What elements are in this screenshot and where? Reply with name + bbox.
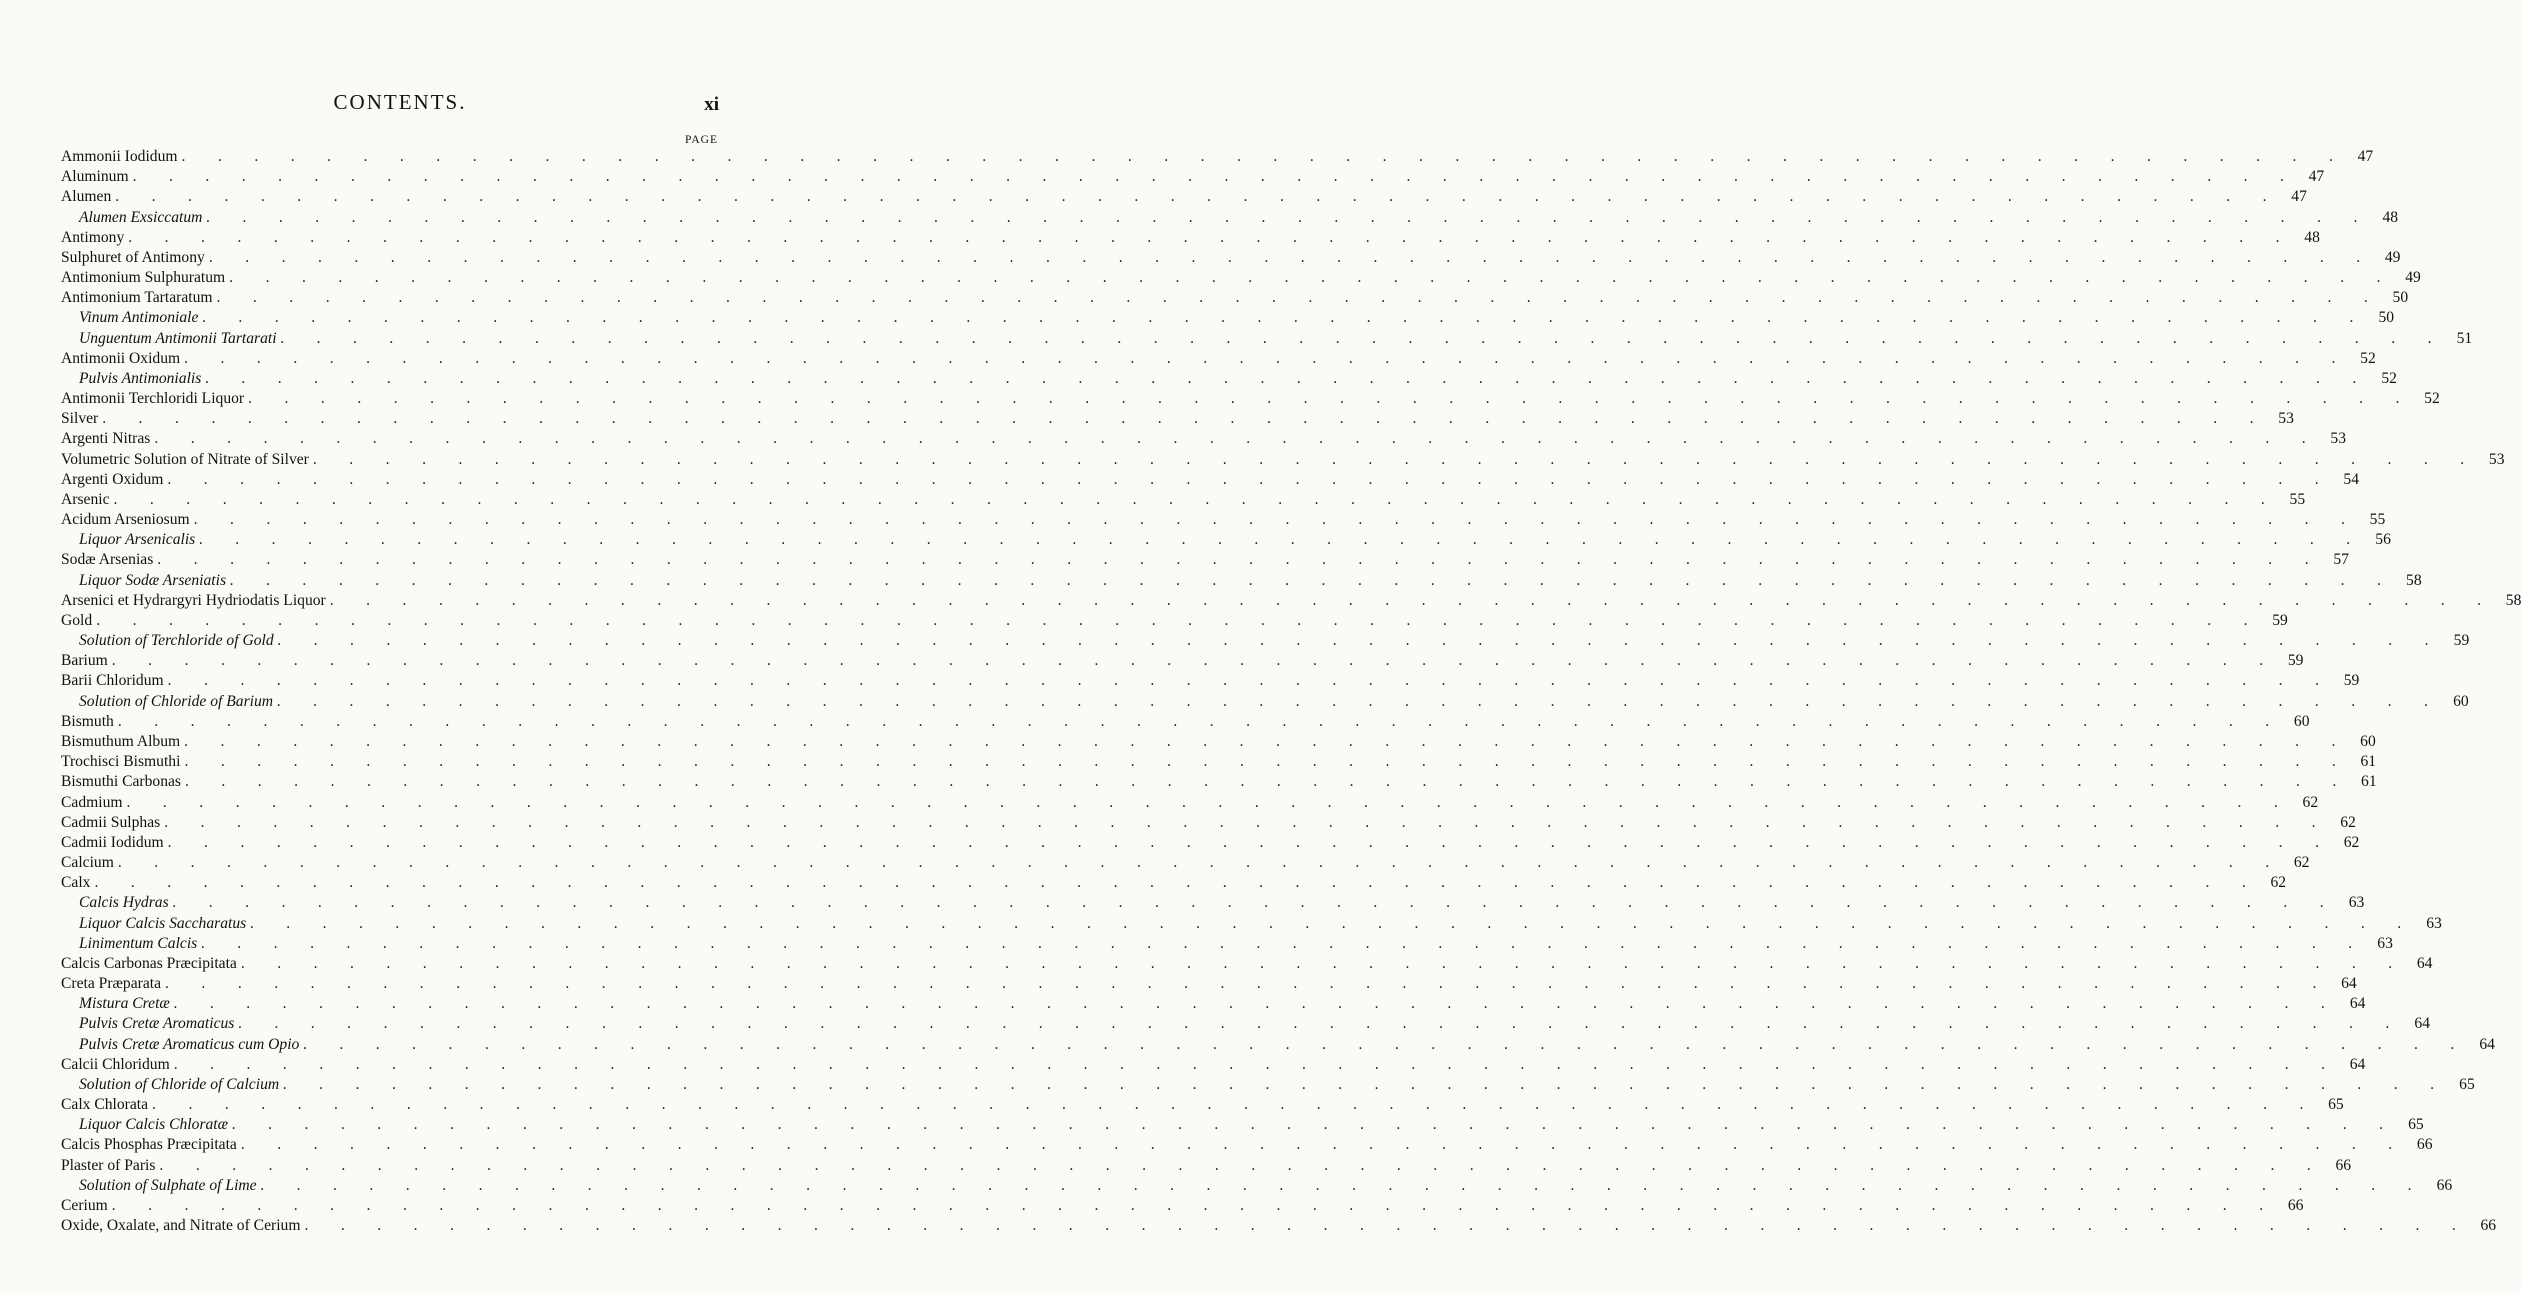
dot-leader: . . . . . . . . . . . . . . . . . . . . . . . . . . . . . . . . . . . . . . . . . . . . . . . . . . . . . . . . . . . . [201,934,2367,952]
entry-page-number: 66 [2335,1156,2352,1174]
dot-leader: . . . . . . . . . . . . . . . . . . . . . . . . . . . . . . . . . . . . . . . . . . . . . . . . . . . . . . . . . . . . [240,1136,2407,1154]
contents-entry [61,208,2399,229]
entry-page-number: 58 [2406,571,2422,589]
entry-title: Barii Chloridum [61,672,164,690]
contents-entry [61,732,2376,753]
entry-title: Pulvis Antimonialis [79,369,202,387]
entry-title: Sodæ Arsenias [61,551,154,569]
contents-entry [61,1196,2304,1217]
entry-title: Antimony [61,228,125,246]
entry-page-number: 63 [2426,914,2442,932]
contents-entry [61,289,2409,309]
contents-entry [61,632,2470,652]
contents-entry [61,148,2374,168]
contents-entry [61,1176,2453,1197]
dot-leader: . . . . . . . . . . . . . . . . . . . . . . . . . . . . . . . . . . . . . . . . . . . . . . . . . . . . . . . . . . . . [157,551,2323,569]
dot-leader: . . . . . . . . . . . . . . . . . . . . . . . . . . . . . . . . . . . . . . . . . . . . . . . . . . . . . . . . . . . . [304,1217,2471,1235]
entry-page-number: 62 [2293,854,2310,872]
entry-title: Solution of Terchloride of Gold [79,632,274,650]
entry-page-number: 65 [2459,1075,2475,1093]
entry-page-number: 60 [2453,692,2469,710]
dot-leader: . . . . . . . . . . . . . . . . . . . . . . . . . . . . . . . . . . . . . . . . . . . . . . . . . . . . . . . . . . . . [280,329,2447,347]
dot-leader: . . . . . . . . . . . . . . . . . . . . . . . . . . . . . . . . . . . . . . . . . . . . . . . . . . . . . . . . . . . . [303,1035,2469,1053]
contents-entry [61,1015,2430,1035]
dot-leader: . . . . . . . . . . . . . . . . . . . . . . . . . . . . . . . . . . . . . . . . . . . . . . . . . . . . . . . . . . . . [167,470,2333,488]
entry-title: Unguentum Antimonii Tartarati [79,329,277,347]
dot-leader: . . . . . . . . . . . . . . . . . . . . . . . . . . . . . . . . . . . . . . . . . . . . . . . . . . . . . . . . . . . . [248,390,2414,408]
entry-page-number: 64 [2414,1015,2430,1033]
entry-title: Gold [61,611,93,629]
entry-page-number: 64 [2416,954,2433,972]
page-title: CONTENTS. [333,90,467,114]
entry-title: Calx Chlorata [61,1096,149,1114]
dot-leader: . . . . . . . . . . . . . . . . . . . . . . . . . . . . . . . . . . . . . . . . . . . . . . . . . . . . . . . . . . . . [329,591,2496,609]
dot-leader: . . . . . . . . . . . . . . . . . . . . . . . . . . . . . . . . . . . . . . . . . . . . . . . . . . . . . . . . . . . . [154,430,2320,448]
entry-title: Silver [61,410,99,428]
contents-entry [61,591,2521,612]
entry-page-number: 62 [2343,833,2360,851]
entry-page-number: 55 [2289,490,2306,508]
entry-page-number: 64 [2349,995,2366,1013]
contents-entry [61,833,2360,854]
entry-title: Liquor Sodæ Arseniatis [79,571,227,589]
contents-entry [61,168,2325,188]
entry-title: Pulvis Cretæ Aromaticus [79,1015,235,1033]
entry-page-number: 64 [2349,1055,2366,1073]
entry-title: Alumen [61,188,112,206]
entry-title: Plaster of Paris [61,1156,156,1174]
dot-leader: . . . . . . . . . . . . . . . . . . . . . . . . . . . . . . . . . . . . . . . . . . . . . . . . . . . . . . . . . . . . [111,1196,2278,1214]
entry-page-number: 51 [2456,329,2473,347]
entry-title: Calcis Carbonas Præcipitata [61,954,237,972]
dot-leader: . . . . . . . . . . . . . . . . . . . . . . . . . . . . . . . . . . . . . . . . . . . . . . . . . . . . . . . . . . . . [117,854,2284,872]
dot-leader: . . . . . . . . . . . . . . . . . . . . . . . . . . . . . . . . . . . . . . . . . . . . . . . . . . . . . . . . . . . . [159,1156,2326,1174]
contents-entry [61,975,2357,995]
contents-entry [61,188,2307,208]
entry-title: Antimonii Oxidum [61,349,181,367]
entry-title: Antimonii Terchloridi Liquor [61,390,245,408]
entry-page-number: 50 [2378,309,2395,327]
folio-number: xi [704,94,719,115]
contents-list [61,148,2521,1237]
dot-leader: . . . . . . . . . . . . . . . . . . . . . . . . . . . . . . . . . . . . . . . . . . . . . . . . . . . . . . . . . . . . [102,410,2268,428]
dot-leader: . . . . . . . . . . . . . . . . . . . . . . . . . . . . . . . . . . . . . . . . . . . . . . . . . . . . . . . . . . . . [184,732,2350,750]
contents-entry [61,793,2319,814]
entry-title: Alumen Exsiccatum [79,208,203,226]
contents-entry [61,854,2310,874]
dot-leader: . . . . . . . . . . . . . . . . . . . . . . . . . . . . . . . . . . . . . . . . . . . . . . . . . . . . . . . . . . . . [117,712,2284,730]
dot-leader: . . . . . . . . . . . . . . . . . . . . . . . . . . . . . . . . . . . . . . . . . . . . . . . . . . . . . . . . . . . . [94,874,2261,892]
dot-leader: . . . . . . . . . . . . . . . . . . . . . . . . . . . . . . . . . . . . . . . . . . . . . . . . . . . . . . . . . . . . [206,208,2373,226]
entry-title: Oxide, Oxalate, and Nitrate of Cerium [61,1217,301,1235]
entry-page-number: 60 [2293,712,2310,730]
entry-page-number: 64 [2479,1035,2495,1053]
entry-title: Cadmii Iodidum [61,833,164,851]
entry-title: Vinum Antimoniale [79,309,199,327]
contents-entry [61,954,2433,975]
dot-leader: . . . . . . . . . . . . . . . . . . . . . . . . . . . . . . . . . . . . . . . . . . . . . . . . . . . . . . . . . . . . [128,228,2294,246]
dot-leader: . . . . . . . . . . . . . . . . . . . . . . . . . . . . . . . . . . . . . . . . . . . . . . . . . . . . . . . . . . . . [230,571,2396,589]
dot-leader: . . . . . . . . . . . . . . . . . . . . . . . . . . . . . . . . . . . . . . . . . . . . . . . . . . . . . . . . . . . . [238,1015,2404,1033]
page-column-label: PAGE [685,134,718,146]
entry-page-number: 56 [2375,531,2391,549]
dot-leader: . . . . . . . . . . . . . . . . . . . . . . . . . . . . . . . . . . . . . . . . . . . . . . . . . . . . . . . . . . . . [111,652,2278,670]
entry-title: Liquor Calcis Saccharatus [79,914,247,932]
entry-page-number: 63 [2377,934,2393,952]
dot-leader: . . . . . . . . . . . . . . . . . . . . . . . . . . . . . . . . . . . . . . . . . . . . . . . . . . . . . . . . . . . . [193,511,2360,529]
dot-leader: . . . . . . . . . . . . . . . . . . . . . . . . . . . . . . . . . . . . . . . . . . . . . . . . . . . . . . . . . . . . [181,148,2348,165]
contents-entry [61,652,2304,672]
contents-entry [61,430,2346,450]
entry-page-number: 61 [2361,773,2377,791]
dot-leader: . . . . . . . . . . . . . . . . . . . . . . . . . . . . . . . . . . . . . . . . . . . . . . . . . . . . . . . . . . . . [113,490,2280,508]
entry-title: Acidum Arseniosum [61,511,190,529]
entry-page-number: 52 [2424,390,2440,408]
contents-entry [61,369,2397,390]
contents-entry [61,874,2287,894]
dot-leader: . . . . . . . . . . . . . . . . . . . . . . . . . . . . . . . . . . . . . . . . . . . . . . . . . . . . . . . . . . . . [96,611,2262,629]
entry-title: Calcis Phosphas Præcipitata [61,1136,237,1154]
entry-page-number: 65 [2328,1096,2344,1114]
dot-leader: . . . . . . . . . . . . . . . . . . . . . . . . . . . . . . . . . . . . . . . . . . . . . . . . . . . . . . . . . . . . [205,369,2371,387]
contents-entry [61,712,2310,733]
dot-leader: . . . . . . . . . . . . . . . . . . . . . . . . . . . . . . . . . . . . . . . . . . . . . . . . . . . . . . . . . . . . [167,833,2334,851]
entry-page-number: 48 [2382,208,2399,226]
entry-page-number: 66 [2416,1136,2433,1154]
entry-title: Calcii Chloridum [61,1055,170,1073]
entry-page-number: 61 [2360,753,2377,771]
contents-entry [61,490,2306,511]
contents-entry [61,309,2395,329]
dot-leader: . . . . . . . . . . . . . . . . . . . . . . . . . . . . . . . . . . . . . . . . . . . . . . . . . . . . . . . . . . . . [277,632,2444,650]
entry-title: Liquor Arsenicalis [79,531,196,549]
entry-title: Solution of Chloride of Calcium [79,1075,280,1093]
entry-page-number: 52 [2381,369,2397,387]
entry-page-number: 52 [2360,349,2376,367]
entry-page-number: 59 [2343,672,2360,690]
entry-title: Argenti Nitras [61,430,151,448]
contents-entry [61,753,2377,773]
entry-title: Calcis Hydras [79,894,169,912]
dot-leader: . . . . . . . . . . . . . . . . . . . . . . . . . . . . . . . . . . . . . . . . . . . . . . . . . . . . . . . . . . . . [250,914,2416,932]
contents-entry [61,470,2359,491]
entry-title: Bismuthi Carbonas [61,773,181,791]
dot-leader: . . . . . . . . . . . . . . . . . . . . . . . . . . . . . . . . . . . . . . . . . . . . . . . . . . . . . . . . . . . . [173,1055,2340,1073]
dot-leader: . . . . . . . . . . . . . . . . . . . . . . . . . . . . . . . . . . . . . . . . . . . . . . . . . . . . . . . . . . . . [240,954,2407,972]
dot-leader: . . . . . . . . . . . . . . . . . . . . . . . . . . . . . . . . . . . . . . . . . . . . . . . . . . . . . . . . . . . . [260,1176,2427,1194]
entry-title: Bismuth [61,712,114,730]
dot-leader: . . . . . . . . . . . . . . . . . . . . . . . . . . . . . . . . . . . . . . . . . . . . . . . . . . . . . . . . . . . . [232,1116,2398,1134]
contents-entry [61,692,2469,713]
contents-entry [61,611,2288,632]
contents-entry [61,914,2442,935]
entry-page-number: 66 [2480,1217,2497,1235]
entry-page-number: 47 [2308,168,2325,186]
entry-page-number: 58 [2505,591,2521,609]
dot-leader: . . . . . . . . . . . . . . . . . . . . . . . . . . . . . . . . . . . . . . . . . . . . . . . . . . . . . . . . . . . . [184,773,2351,791]
contents-entry [61,1156,2352,1177]
entry-title: Cadmium [61,793,123,811]
dot-leader: . . . . . . . . . . . . . . . . . . . . . . . . . . . . . . . . . . . . . . . . . . . . . . . . . . . . . . . . . . . . [173,995,2340,1013]
entry-page-number: 65 [2408,1116,2424,1134]
contents-entry [61,1035,2495,1056]
dot-leader: . . . . . . . . . . . . . . . . . . . . . . . . . . . . . . . . . . . . . . . . . . . . . . . . . . . . . . . . . . . . [216,289,2383,307]
entry-title: Argenti Oxidum [61,470,164,488]
running-head [0,88,800,118]
entry-title: Creta Præparata [61,975,162,993]
entry-title: Mistura Cretæ [79,995,170,1013]
entry-title: Solution of Sulphate of Lime [79,1176,257,1194]
entry-page-number: 64 [2341,975,2357,993]
entry-page-number: 53 [2488,450,2505,468]
entry-title: Linimentum Calcis [79,934,198,952]
contents-entry [61,1116,2424,1136]
contents-entry [61,773,2377,793]
entry-page-number: 63 [2348,894,2365,912]
contents-entry [61,1136,2433,1156]
contents-entry [61,813,2356,834]
contents-entry [61,531,2391,551]
entry-title: Sulphuret of Antimony [61,248,205,266]
contents-entry [61,410,2294,430]
dot-leader: . . . . . . . . . . . . . . . . . . . . . . . . . . . . . . . . . . . . . . . . . . . . . . . . . . . . . . . . . . . . [172,894,2339,912]
dot-leader: . . . . . . . . . . . . . . . . . . . . . . . . . . . . . . . . . . . . . . . . . . . . . . . . . . . . . . . . . . . . [283,1075,2449,1093]
entry-page-number: 62 [2302,793,2319,811]
dot-leader: . . . . . . . . . . . . . . . . . . . . . . . . . . . . . . . . . . . . . . . . . . . . . . . . . . . . . . . . . . . . [164,813,2330,831]
entry-title: Arsenic [61,490,110,508]
contents-entry [61,1055,2366,1076]
entry-title: Volumetric Solution of Nitrate of Silver [61,450,309,468]
dot-leader: . . . . . . . . . . . . . . . . . . . . . . . . . . . . . . . . . . . . . . . . . . . . . . . . . . . . . . . . . . . . [115,188,2281,206]
contents-entry [61,672,2360,692]
dot-leader: . . . . . . . . . . . . . . . . . . . . . . . . . . . . . . . . . . . . . . . . . . . . . . . . . . . . . . . . . . . . [167,672,2334,690]
contents-entry [61,349,2376,370]
dot-leader: . . . . . . . . . . . . . . . . . . . . . . . . . . . . . . . . . . . . . . . . . . . . . . . . . . . . . . . . . . . . [312,450,2479,468]
contents-entry [61,269,2421,289]
contents-entry [61,894,2365,914]
contents-entry [61,1096,2344,1116]
dot-leader: . . . . . . . . . . . . . . . . . . . . . . . . . . . . . . . . . . . . . . . . . . . . . . . . . . . . . . . . . . . . [132,168,2299,186]
entry-title: Antimonium Tartaratum [61,289,213,307]
entry-page-number: 59 [2287,652,2304,670]
dot-leader: . . . . . . . . . . . . . . . . . . . . . . . . . . . . . . . . . . . . . . . . . . . . . . . . . . . . . . . . . . . . [277,692,2443,710]
entry-page-number: 47 [2291,188,2307,206]
entry-page-number: 54 [2343,470,2359,488]
entry-page-number: 50 [2392,289,2409,307]
entry-page-number: 66 [2287,1196,2304,1214]
dot-leader: . . . . . . . . . . . . . . . . . . . . . . . . . . . . . . . . . . . . . . . . . . . . . . . . . . . . . . . . . . . . [202,309,2369,327]
dot-leader: . . . . . . . . . . . . . . . . . . . . . . . . . . . . . . . . . . . . . . . . . . . . . . . . . . . . . . . . . . . . [165,975,2331,993]
contents-entry [61,228,2320,249]
dot-leader: . . . . . . . . . . . . . . . . . . . . . . . . . . . . . . . . . . . . . . . . . . . . . . . . . . . . . . . . . . . . [184,349,2350,367]
contents-entry [61,390,2440,410]
contents-entry [61,571,2422,592]
dot-leader: . . . . . . . . . . . . . . . . . . . . . . . . . . . . . . . . . . . . . . . . . . . . . . . . . . . . . . . . . . . . [152,1096,2318,1114]
dot-leader: . . . . . . . . . . . . . . . . . . . . . . . . . . . . . . . . . . . . . . . . . . . . . . . . . . . . . . . . . . . . [229,269,2395,287]
entry-page-number: 47 [2357,148,2374,165]
contents-entry [61,329,2473,350]
entry-page-number: 48 [2304,228,2320,246]
entry-title: Calx [61,874,91,892]
entry-page-number: 66 [2436,1176,2453,1194]
entry-title: Antimonium Sulphuratum [61,269,226,287]
entry-page-number: 49 [2405,269,2421,287]
entry-title: Bismuthum Album [61,732,181,750]
contents-entry [61,511,2386,531]
entry-page-number: 49 [2384,248,2401,266]
entry-page-number: 62 [2270,874,2287,892]
entry-page-number: 60 [2360,732,2376,750]
entry-page-number: 53 [2330,430,2346,448]
entry-title: Barium [61,652,108,670]
entry-title: Arsenici et Hydrargyri Hydriodatis Liquor [61,591,326,609]
entry-title: Ammonii Iodidum [61,148,178,165]
contents-entry [61,995,2366,1015]
entry-title: Solution of Chloride of Barium [79,692,274,710]
contents-entry [61,1075,2475,1096]
dot-leader: . . . . . . . . . . . . . . . . . . . . . . . . . . . . . . . . . . . . . . . . . . . . . . . . . . . . . . . . . . . . [199,531,2365,549]
entry-page-number: 53 [2278,410,2294,428]
dot-leader: . . . . . . . . . . . . . . . . . . . . . . . . . . . . . . . . . . . . . . . . . . . . . . . . . . . . . . . . . . . . [126,793,2293,811]
entry-page-number: 55 [2369,511,2386,529]
entry-page-number: 59 [2272,611,2288,629]
contents-entry [61,450,2505,471]
contents-entry [61,934,2393,955]
entry-title: Cerium [61,1196,108,1214]
entry-title: Calcium [61,854,114,872]
entry-title: Cadmii Sulphas [61,813,161,831]
dot-leader: . . . . . . . . . . . . . . . . . . . . . . . . . . . . . . . . . . . . . . . . . . . . . . . . . . . . . . . . . . . . [208,248,2375,266]
entry-page-number: 57 [2333,551,2349,569]
contents-entry [61,1217,2497,1237]
entry-title: Pulvis Cretæ Aromaticus cum Opio [79,1035,300,1053]
contents-entry [61,551,2349,571]
contents-entry [61,248,2401,269]
entry-page-number: 62 [2340,813,2356,831]
entry-title: Liquor Calcis Chloratæ [79,1116,229,1134]
entry-title: Trochisci Bismuthi [61,753,181,771]
entry-title: Aluminum [61,168,129,186]
entry-page-number: 59 [2453,632,2470,650]
dot-leader: . . . . . . . . . . . . . . . . . . . . . . . . . . . . . . . . . . . . . . . . . . . . . . . . . . . . . . . . . . . . [184,753,2351,771]
